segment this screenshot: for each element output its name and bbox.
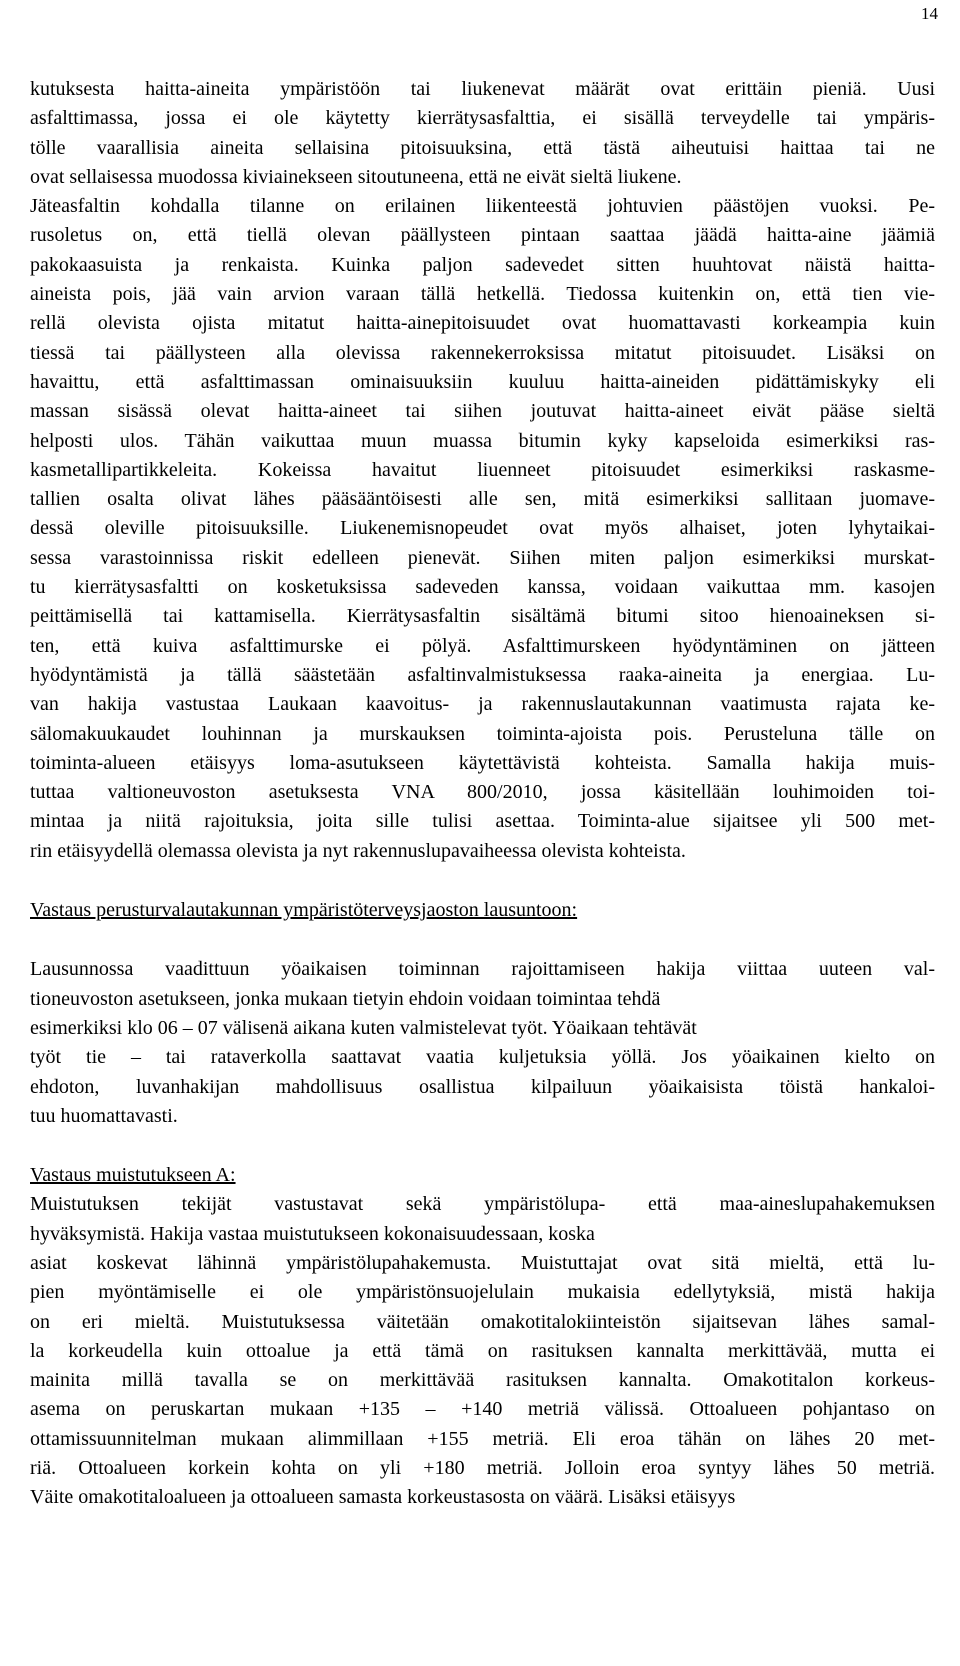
text-line: asiat koskevat lähinnä ympäristölupahakemusta. Muistuttajat ovat sitä mieltä, että lu- bbox=[30, 1251, 935, 1274]
document-body bbox=[30, 75, 935, 1513]
text-line: rin etäisyydellä olemassa olevista ja nyt rakennuslupavaiheessa olevista kohteista. bbox=[30, 839, 686, 862]
text-line: massan sisässä olevat haitta-aineet tai siihen joutuvat haitta-aineet eivät pääse sieltä bbox=[30, 400, 935, 423]
text-line: asema on peruskartan mukaan +135 – +140 metriä välissä. Ottoalueen pohjantaso on bbox=[30, 1398, 935, 1421]
text-line: rellä olevista ojista mitatut haitta-ainepitoisuudet ovat huomattavasti korkeampia kuin bbox=[30, 312, 935, 335]
text-line: ottamissuunnitelman mukaan alimmillaan +155 metriä. Eli eroa tähän on lähes 20 met- bbox=[30, 1427, 935, 1450]
text-line: aineista pois, jää vain arvion varaan tällä hetkellä. Tiedossa kuitenkin on, että tien vie- bbox=[30, 283, 935, 306]
text-line: toiminta-alueen etäisyys loma-asutukseen käytettävistä kohteista. Samalla hakija muis- bbox=[30, 751, 935, 774]
text-line: esimerkiksi klo 06 – 07 välisenä aikana kuten valmistelevat työt. Yöaikaan tehtävät bbox=[30, 1016, 697, 1039]
heading-line: Vastaus perusturvalautakunnan ympäristöterveysjaoston lausuntoon: bbox=[30, 899, 578, 922]
text-line: havaittu, että asfalttimassan ominaisuuksiin kuuluu haitta-aineiden pidättämiskyky eli bbox=[30, 370, 935, 393]
text-line: tu kierrätysasfaltti on kosketuksissa sadeveden kanssa, voidaan vaikuttaa mm. kasojen bbox=[30, 576, 935, 599]
text-line: Jäteasfaltin kohdalla tilanne on erilainen liikenteestä johtuvien päästöjen vuoksi. Pe- bbox=[30, 195, 935, 218]
text-line: riä. Ottoalueen korkein kohta on yli +180 metriä. Jolloin eroa syntyy lähes 50 metriä. bbox=[30, 1457, 935, 1480]
text-line: Lausunnossa vaadittuun yöaikaisen toiminnan rajoittamiseen hakija viittaa uuteen val- bbox=[30, 958, 935, 981]
text-line: asfalttimassa, jossa ei ole käytetty kierrätysasfalttia, ei sisällä terveydelle tai ympäris- bbox=[30, 107, 935, 130]
text-line: la korkeudella kuin ottoalue ja että tämä on rasituksen kannalta merkittävää, mutta ei bbox=[30, 1339, 935, 1362]
text-line: ovat sellaisessa muodossa kiviainekseen sitoutuneena, että ne eivät sieltä liukene. bbox=[30, 165, 682, 188]
text-line: tioneuvoston asetukseen, jonka mukaan tietyin ehdoin voidaan toimintaa tehdä bbox=[30, 987, 661, 1010]
text-line: tiessä tai päällysteen alla olevissa rakennekerroksissa mitatut pitoisuudet. Lisäksi on bbox=[30, 341, 935, 364]
text-line: sessa varastoinnissa riskit edelleen pienevät. Siihen miten paljon esimerkiksi murskat- bbox=[30, 546, 935, 569]
text-line: Väite omakotitaloalueen ja ottoalueen samasta korkeustasosta on väärä. Lisäksi etäisyys bbox=[30, 1486, 736, 1509]
heading-line: Vastaus muistutukseen A: bbox=[30, 1164, 236, 1187]
text-line: peittämisellä tai kattamisella. Kierrätysasfaltin sisältämä bitumi sitoo hienoaineksen si- bbox=[30, 605, 935, 628]
text-line: kasmetallipartikkeleita. Kokeissa havaitut liuenneet pitoisuudet esimerkiksi raskasme- bbox=[30, 458, 935, 481]
text-line: pakokaasuista ja renkaista. Kuinka paljon sadevedet sitten huuhtovat näistä haitta- bbox=[30, 253, 935, 276]
text-line: sälomakuukaudet louhinnan ja murskauksen toiminta-ajoista pois. Perusteluna tälle on bbox=[30, 722, 935, 745]
text-line: hyödyntämistä ja tällä säästetään asfaltinvalmistuksessa raaka-aineita ja energiaa. Lu- bbox=[30, 663, 935, 686]
text-line: mintaa ja niitä rajoituksia, joita sille tulisi asettaa. Toiminta-alue sijaitsee yli 500 met- bbox=[30, 810, 935, 833]
text-line: van hakija vastustaa Laukaan kaavoitus- ja rakennuslautakunnan vaatimusta rajata ke- bbox=[30, 693, 935, 716]
text-line: tallien osalta olivat lähes pääsääntöisesti alle sen, mitä esimerkiksi sallitaan juomave- bbox=[30, 488, 935, 511]
text-line: kutuksesta haitta-aineita ympäristöön tai liukenevat määrät ovat erittäin pieniä. Uusi bbox=[30, 78, 935, 100]
paragraph bbox=[30, 1190, 935, 1512]
paragraph bbox=[30, 955, 935, 1131]
text-line: tuu huomattavasti. bbox=[30, 1104, 178, 1127]
text-line: tuttaa valtioneuvoston asetuksesta VNA 800/2010, jossa käsitellään louhimoiden toi- bbox=[30, 781, 935, 804]
text-line: ehdoton, luvanhakijan mahdollisuus osallistua kilpailuun yöaikaisista töistä hankaloi- bbox=[30, 1075, 935, 1098]
text-line: hyväksymistä. Hakija vastaa muistutukseen kokonaisuudessaan, koska bbox=[30, 1222, 595, 1245]
text-line: tölle vaarallisia aineita sellaisina pitoisuuksina, että tästä aiheutuisi haittaa tai ne bbox=[30, 136, 935, 159]
paragraph-gap bbox=[30, 866, 935, 896]
paragraph bbox=[30, 75, 935, 866]
text-line: dessä oleville pitoisuuksille. Liukenemisnopeudet ovat myös alhaiset, joten lyhytaikai- bbox=[30, 517, 935, 540]
section-heading bbox=[30, 1161, 935, 1190]
text-line: helposti ulos. Tähän vaikuttaa muun muassa bitumin kyky kapseloida esimerkiksi ras- bbox=[30, 429, 935, 452]
text-line: rusoletus on, että tiellä olevan päällysteen pintaan saattaa jäädä haitta-aine jäämiä bbox=[30, 224, 935, 247]
text-line: työt tie – tai rataverkolla saattavat vaatia kuljetuksia yöllä. Jos yöaikainen kielto on bbox=[30, 1046, 935, 1069]
text-line: mainita millä tavalla se on merkittävää rasituksen kannalta. Omakotitalon korkeus- bbox=[30, 1369, 935, 1392]
section-heading bbox=[30, 896, 935, 925]
text-line: pien myöntämiselle ei ole ympäristönsuojelulain mukaisia edellytyksiä, mistä hakija bbox=[30, 1281, 935, 1304]
text-line: ten, että kuiva asfalttimurske ei pölyä. Asfalttimurskeen hyödyntäminen on jätteen bbox=[30, 634, 935, 657]
paragraph-gap bbox=[30, 925, 935, 955]
page-number: 14 bbox=[921, 4, 938, 23]
text-line: on eri mieltä. Muistutuksessa väitetään omakotitalokiinteistön sijaitsevan lähes samal- bbox=[30, 1310, 935, 1333]
text-line: Muistutuksen tekijät vastustavat sekä ympäristölupa- että maa-aineslupahakemuksen bbox=[30, 1193, 935, 1216]
paragraph-gap bbox=[30, 1131, 935, 1161]
